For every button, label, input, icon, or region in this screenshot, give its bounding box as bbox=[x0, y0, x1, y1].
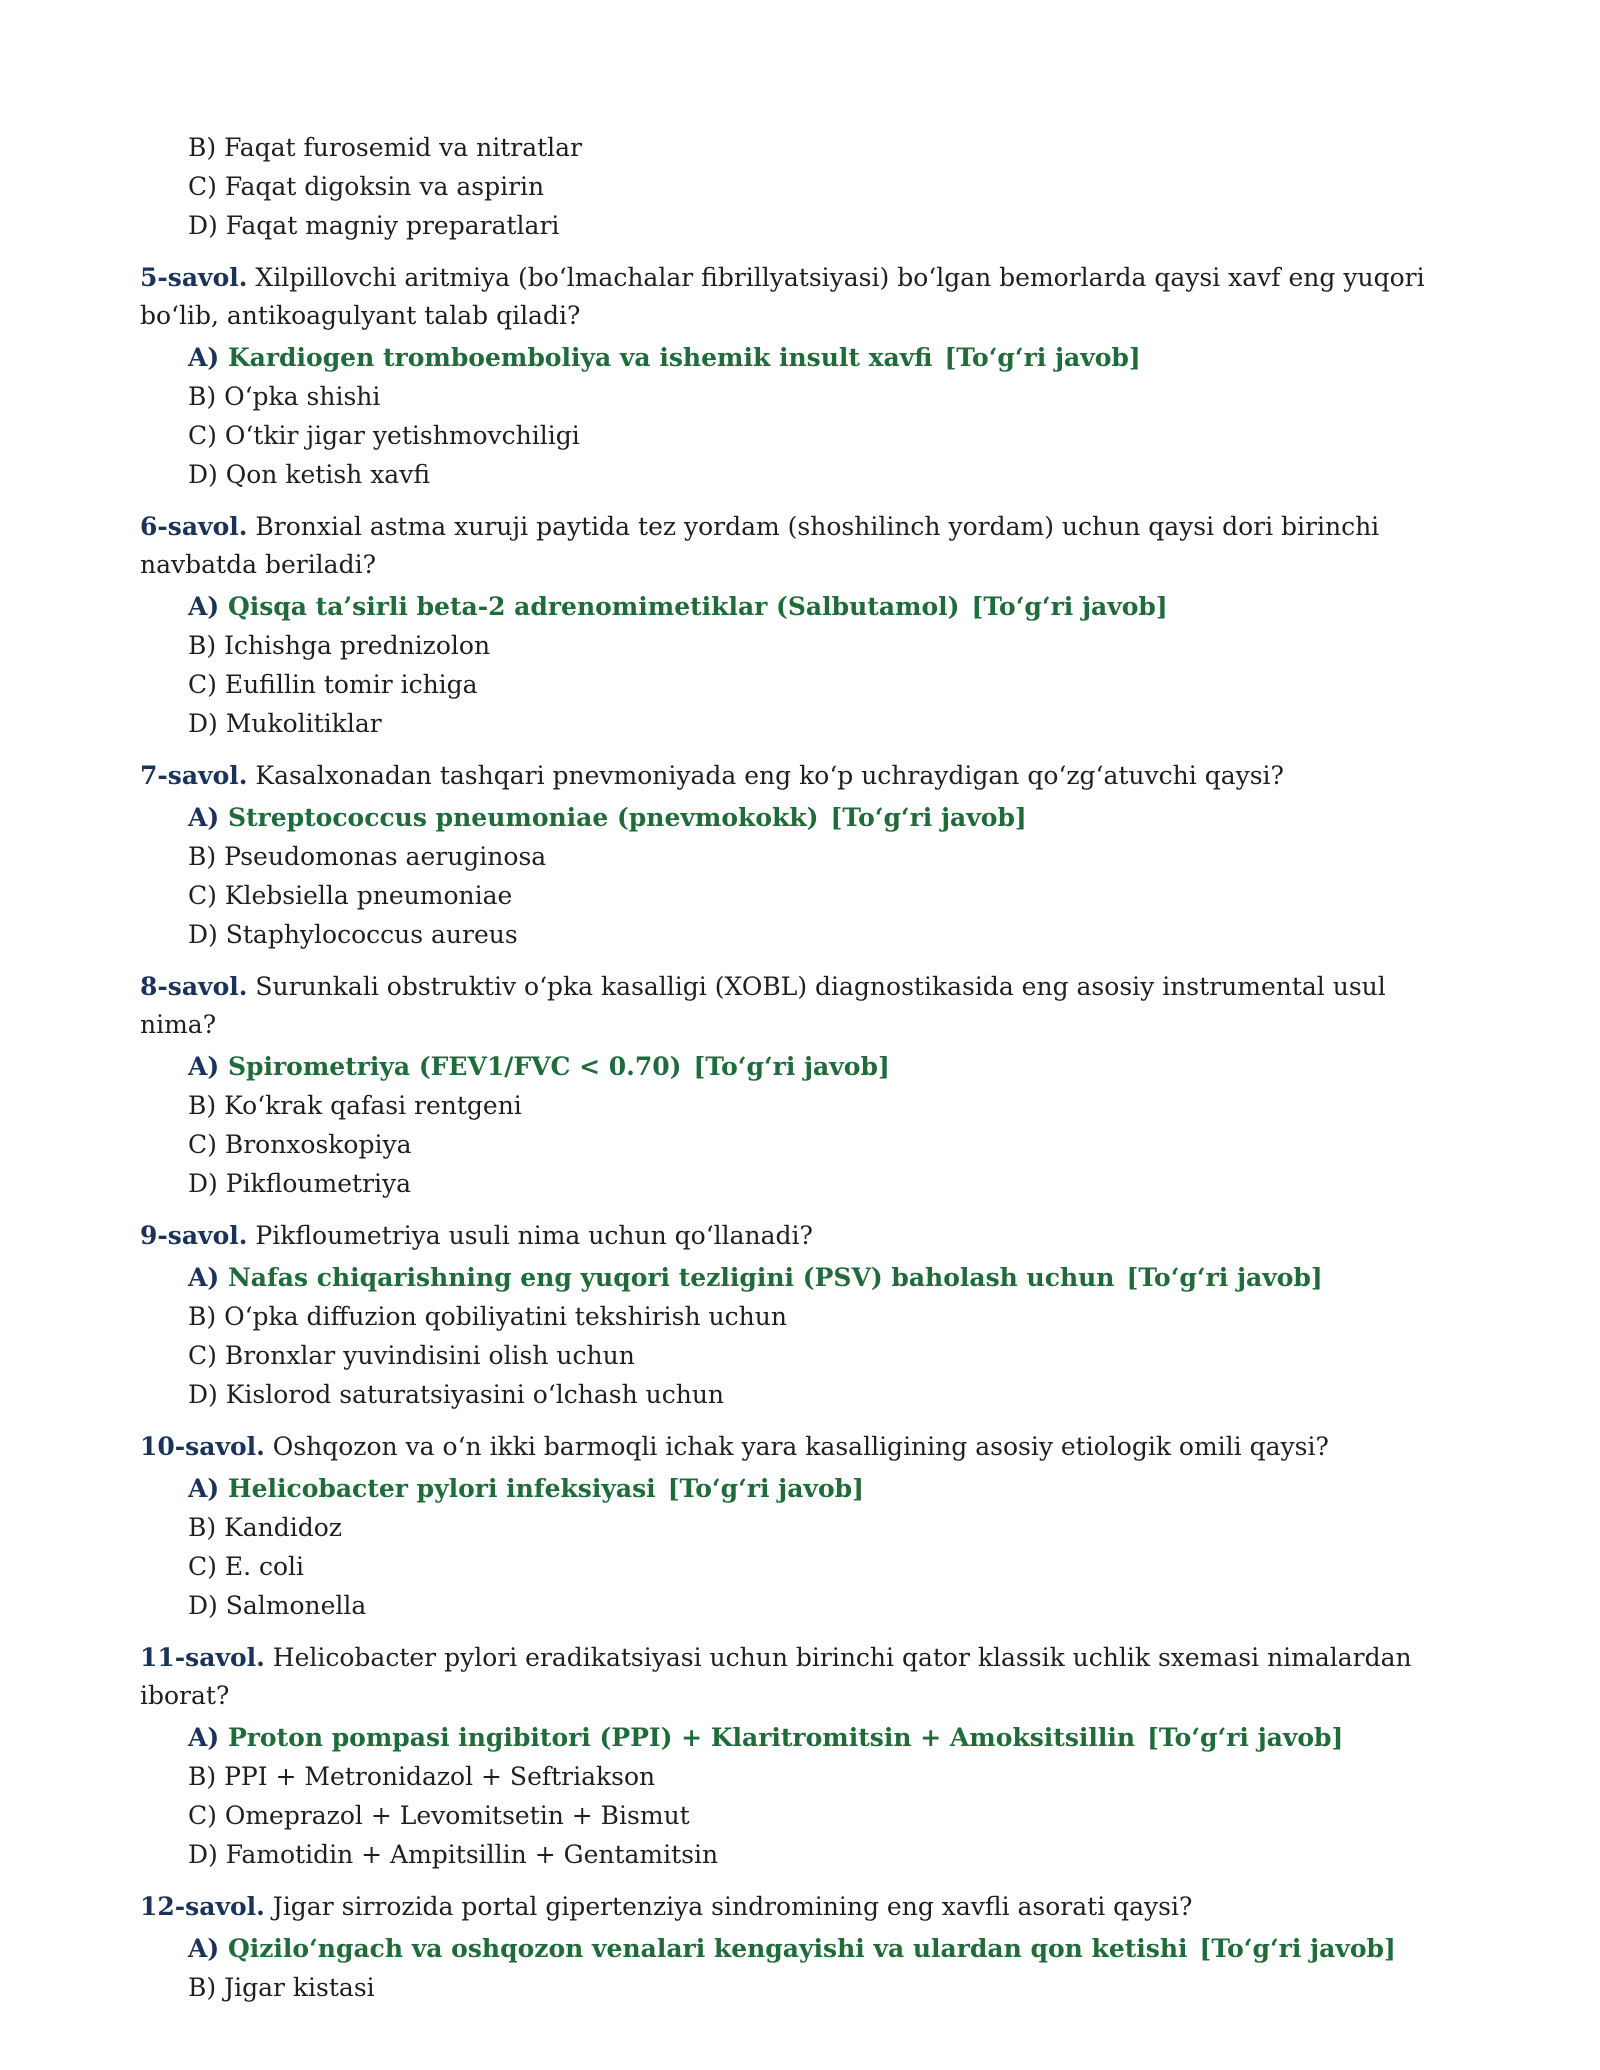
option-letter: A) bbox=[188, 343, 220, 372]
correct-option bbox=[188, 1469, 1460, 1508]
option: B) O‘pka shishi bbox=[188, 382, 381, 411]
question-7 bbox=[140, 757, 1460, 954]
option: B) Faqat furosemid va nitratlar bbox=[188, 133, 583, 162]
question-12 bbox=[140, 1888, 1460, 2007]
question-text bbox=[140, 757, 1460, 795]
option: B) Pseudomonas aeruginosa bbox=[188, 842, 547, 871]
correct-answer-text: Helicobacter pylori infeksiyasi bbox=[227, 1474, 656, 1503]
option: C) Omeprazol + Levomitsetin + Bismut bbox=[188, 1801, 690, 1830]
correct-answer-text: Streptococcus pneumoniae (pnevmokokk) bbox=[227, 803, 819, 832]
option: C) Bronxlar yuvindisini olish uchun bbox=[188, 1341, 635, 1370]
correct-option bbox=[188, 587, 1460, 626]
correct-option bbox=[188, 1047, 1460, 1086]
option: D) Staphylococcus aureus bbox=[188, 920, 518, 949]
option: D) Faqat magniy preparatlari bbox=[188, 211, 560, 240]
correct-answer-tag: [To‘g‘ri javob] bbox=[667, 1474, 864, 1503]
question-11 bbox=[140, 1639, 1460, 1874]
question-5 bbox=[140, 259, 1460, 494]
option: C) O‘tkir jigar yetishmovchiligi bbox=[188, 421, 580, 450]
question-number: 10-savol. bbox=[140, 1432, 265, 1461]
continuation-options bbox=[140, 128, 1460, 245]
option: B) O‘pka diffuzion qobiliyatini tekshirish uchun bbox=[188, 1302, 787, 1331]
question-text bbox=[140, 1217, 1460, 1255]
option-letter: A) bbox=[188, 1723, 220, 1752]
correct-answer-tag: [To‘g‘ri javob] bbox=[830, 803, 1027, 832]
option: B) Kandidoz bbox=[188, 1513, 342, 1542]
question-body: Bronxial astma xuruji paytida tez yordam (shoshilinch yordam) uchun qaysi dori birinchi navbatda beriladi? bbox=[140, 512, 1380, 579]
option: B) PPI + Metronidazol + Seftriakson bbox=[188, 1762, 656, 1791]
question-number: 6-savol. bbox=[140, 512, 248, 541]
correct-answer-text: Kardiogen tromboemboliya va ishemik insult xavfi bbox=[227, 343, 933, 372]
question-body: Oshqozon va o‘n ikki barmoqli ichak yara kasalligining asosiy etiologik omili qaysi? bbox=[264, 1432, 1329, 1461]
correct-answer-tag: [To‘g‘ri javob] bbox=[1199, 1934, 1396, 1963]
question-9 bbox=[140, 1217, 1460, 1414]
correct-answer-text: Qisqa ta’sirli beta-2 adrenomimetiklar (Salbutamol) bbox=[227, 592, 960, 621]
correct-option bbox=[188, 1258, 1460, 1297]
question-number: 8-savol. bbox=[140, 972, 248, 1001]
question-body: Helicobacter pylori eradikatsiyasi uchun birinchi qator klassik uchlik sxemasi nimalardan iborat? bbox=[140, 1643, 1412, 1710]
question-number: 12-savol. bbox=[140, 1892, 265, 1921]
option: D) Kislorod saturatsiyasini o‘lchash uchun bbox=[188, 1380, 725, 1409]
option: C) Eufillin tomir ichiga bbox=[188, 670, 478, 699]
correct-answer-text: Nafas chiqarishning eng yuqori tezligini (PSV) baholash uchun bbox=[227, 1263, 1115, 1292]
correct-option bbox=[188, 1929, 1460, 1968]
option: C) Klebsiella pneumoniae bbox=[188, 881, 513, 910]
question-number: 11-savol. bbox=[140, 1643, 265, 1672]
correct-answer-tag: [To‘g‘ri javob] bbox=[1126, 1263, 1323, 1292]
correct-answer-text: Spirometriya (FEV1/FVC < 0.70) bbox=[227, 1052, 682, 1081]
option: B) Ichishga prednizolon bbox=[188, 631, 491, 660]
option: C) Faqat digoksin va aspirin bbox=[188, 172, 545, 201]
option-letter: A) bbox=[188, 1934, 220, 1963]
correct-answer-tag: [To‘g‘ri javob] bbox=[1147, 1723, 1344, 1752]
question-8 bbox=[140, 968, 1460, 1203]
question-body: Kasalxonadan tashqari pnevmoniyada eng ko‘p uchraydigan qo‘zg‘atuvchi qaysi? bbox=[247, 761, 1284, 790]
question-body: Surunkali obstruktiv o‘pka kasalligi (XOBL) diagnostikasida eng asosiy instrumental usul nima? bbox=[140, 972, 1386, 1039]
question-body: Xilpillovchi aritmiya (bo‘lmachalar fibrillyatsiyasi) bo‘lgan bemorlarda qaysi xavf eng yuqori bo‘lib, antikoagulyant talab qiladi? bbox=[140, 263, 1425, 330]
correct-answer-text: Proton pompasi ingibitori (PPI) + Klaritromitsin + Amoksitsillin bbox=[227, 1723, 1136, 1752]
option-letter: A) bbox=[188, 803, 220, 832]
option: B) Jigar kistasi bbox=[188, 1973, 375, 2002]
question-text bbox=[140, 259, 1460, 335]
option-letter: A) bbox=[188, 1474, 220, 1503]
question-text bbox=[140, 968, 1460, 1044]
correct-answer-tag: [To‘g‘ri javob] bbox=[971, 592, 1168, 621]
question-body: Jigar sirrozida portal gipertenziya sindromining eng xavfli asorati qaysi? bbox=[264, 1892, 1193, 1921]
option-letter: A) bbox=[188, 592, 220, 621]
question-6 bbox=[140, 508, 1460, 743]
option: C) Bronxoskopiya bbox=[188, 1130, 412, 1159]
correct-option bbox=[188, 1718, 1460, 1757]
option-letter: A) bbox=[188, 1263, 220, 1292]
question-body: Pikfloumetriya usuli nima uchun qo‘llanadi? bbox=[247, 1221, 813, 1250]
question-text bbox=[140, 1428, 1460, 1466]
question-text bbox=[140, 1888, 1460, 1926]
option: D) Famotidin + Ampitsillin + Gentamitsin bbox=[188, 1840, 719, 1869]
question-number: 5-savol. bbox=[140, 263, 248, 292]
question-number: 7-savol. bbox=[140, 761, 248, 790]
option: D) Mukolitiklar bbox=[188, 709, 382, 738]
question-10 bbox=[140, 1428, 1460, 1625]
document-page bbox=[140, 128, 1460, 2007]
option: C) E. coli bbox=[188, 1552, 305, 1581]
option: D) Salmonella bbox=[188, 1591, 367, 1620]
question-number: 9-savol. bbox=[140, 1221, 248, 1250]
question-text bbox=[140, 508, 1460, 584]
correct-answer-tag: [To‘g‘ri javob] bbox=[693, 1052, 890, 1081]
option: B) Ko‘krak qafasi rentgeni bbox=[188, 1091, 522, 1120]
correct-option bbox=[188, 338, 1460, 377]
option: D) Pikfloumetriya bbox=[188, 1169, 412, 1198]
correct-answer-text: Qizilo‘ngach va oshqozon venalari kengayishi va ulardan qon ketishi bbox=[227, 1934, 1188, 1963]
correct-option bbox=[188, 798, 1460, 837]
question-text bbox=[140, 1639, 1460, 1715]
option-letter: A) bbox=[188, 1052, 220, 1081]
correct-answer-tag: [To‘g‘ri javob] bbox=[944, 343, 1141, 372]
option: D) Qon ketish xavfi bbox=[188, 460, 431, 489]
